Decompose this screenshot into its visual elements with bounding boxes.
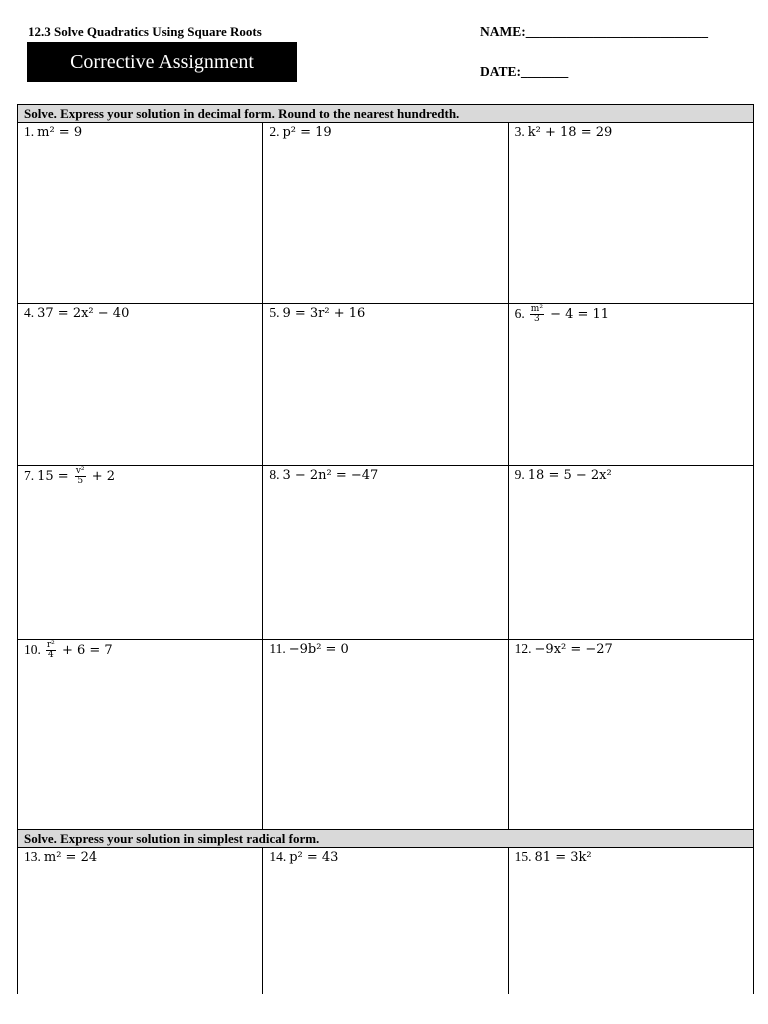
problem-15[interactable]: 15. 81 = 3k² bbox=[514, 849, 592, 865]
problem-11[interactable]: 11. −9b² = 0 bbox=[263, 640, 508, 829]
problem-row-2 bbox=[18, 304, 753, 466]
section-1-instruction: Solve. Express your solution in decimal form. Round to the nearest hundredth. bbox=[18, 105, 753, 123]
section-2-instruction: Solve. Express your solution in simplest radical form. bbox=[18, 830, 753, 848]
problem-row-3 bbox=[18, 466, 753, 640]
problem-4[interactable]: 4. 37 = 2x² − 40 bbox=[18, 304, 263, 465]
problem-1[interactable]: 1. m² = 9 bbox=[18, 123, 263, 303]
problem-2[interactable]: 2. p² = 19 bbox=[263, 123, 508, 303]
problem-10[interactable]: 10. $\frac{\text{r²}}{4}$ + 6 = 7 bbox=[18, 640, 263, 829]
problem-row-1 bbox=[18, 123, 753, 304]
problem-row-4 bbox=[18, 640, 753, 830]
problem-grid bbox=[17, 104, 754, 994]
problem-9[interactable]: 9. 18 = 5 − 2x² bbox=[514, 467, 612, 483]
problem-row-5 bbox=[18, 848, 753, 994]
worksheet-title: 12.3 Solve Quadratics Using Square Roots bbox=[28, 24, 262, 39]
problem-12[interactable]: 12. −9x² = −27 bbox=[514, 641, 613, 657]
problem-13[interactable]: 13. m² = 24 bbox=[18, 848, 263, 994]
problem-8[interactable]: 8. 3 − 2n² = −47 bbox=[263, 466, 508, 639]
problem-5[interactable]: 5. 9 = 3r² + 16 bbox=[263, 304, 508, 465]
date-field[interactable]: DATE:_______ bbox=[480, 64, 569, 79]
problem-14[interactable]: 14. p² = 43 bbox=[263, 848, 508, 994]
problem-3[interactable]: 3. k² + 18 = 29 bbox=[514, 124, 613, 140]
problem-7[interactable]: 7. 15 = $\frac{\text{v²}}{5}$ + 2 bbox=[18, 466, 263, 639]
problem-6[interactable]: 6. $\frac{\text{m²}}{3}$ − 4 = 11 bbox=[514, 304, 610, 324]
name-field[interactable]: NAME:___________________________ bbox=[480, 24, 708, 39]
corrective-assignment-banner: Corrective Assignment bbox=[27, 42, 297, 82]
